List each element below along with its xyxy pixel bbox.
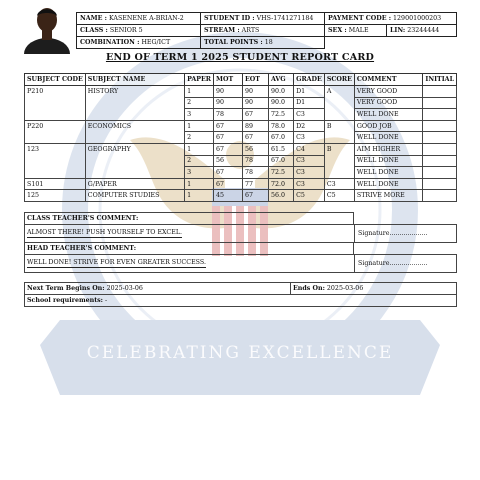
- score: C3: [324, 178, 354, 190]
- subject-name: COMPUTER STUDIES: [85, 190, 184, 202]
- points-cell: TOTAL POINTS : 18: [201, 37, 325, 49]
- comment: WELL DONE: [354, 178, 423, 190]
- eot: 56: [242, 143, 268, 155]
- motto-text: CELEBRATING EXCELLENCE: [86, 343, 394, 363]
- grades-header-row: [25, 74, 457, 86]
- initial: [423, 120, 457, 132]
- subject-code: 125: [25, 190, 86, 202]
- paper: 2: [185, 155, 214, 167]
- header-avg: AVG: [268, 74, 293, 86]
- score: A: [324, 86, 354, 121]
- class-teacher-heading: CLASS TEACHER'S COMMENT:: [24, 212, 354, 224]
- header-subject-code: SUBJECT CODE: [25, 74, 86, 86]
- student-photo: [24, 2, 70, 54]
- grade: D1: [294, 86, 325, 98]
- lin-cell: LIN: 23244444: [387, 25, 457, 37]
- header-comment: COMMENT: [354, 74, 423, 86]
- initial: [423, 167, 457, 179]
- initial: [423, 97, 457, 109]
- mot: 90: [214, 97, 243, 109]
- avg: 72.5: [268, 167, 293, 179]
- comment: STRIVE MORE: [354, 190, 423, 202]
- score: C5: [324, 190, 354, 202]
- avg: 67.0: [268, 155, 293, 167]
- student-info-table: [76, 12, 457, 49]
- header-score: SCORE: [324, 74, 354, 86]
- student-combination: HEG/ICT: [141, 39, 171, 46]
- combination-cell: COMBINATION : HEG/ICT: [77, 37, 201, 49]
- subject-name: G/PAPER: [85, 178, 184, 190]
- id-cell: STUDENT ID : VHS-1741271184: [201, 13, 325, 25]
- payment-code: 129001000203: [393, 15, 442, 22]
- mot: 67: [214, 178, 243, 190]
- subject-name: GEOGRAPHY: [85, 143, 184, 178]
- eot: 89: [242, 120, 268, 132]
- header-eot: EOT: [242, 74, 268, 86]
- grade: C4: [294, 143, 325, 155]
- table-row: [25, 143, 457, 155]
- avg: 90.0: [268, 86, 293, 98]
- head-teacher-comment-section: [24, 242, 457, 273]
- avg: 56.0: [268, 190, 293, 202]
- student-sex: MALE: [348, 27, 369, 34]
- class-teacher-comment-section: [24, 212, 457, 243]
- paper: 1: [185, 86, 214, 98]
- class-teacher-signature: Signature...................: [358, 230, 428, 237]
- paper: 1: [185, 120, 214, 132]
- grade: C3: [294, 155, 325, 167]
- subject-code: S101: [25, 178, 86, 190]
- paper: 1: [185, 178, 214, 190]
- class-cell: CLASS : SENIOR 5: [77, 25, 201, 37]
- subject-name: HISTORY: [85, 86, 184, 121]
- head-teacher-signature: Signature...................: [358, 260, 428, 267]
- grades-table: [24, 73, 457, 202]
- initial: [423, 190, 457, 202]
- eot: 67: [242, 190, 268, 202]
- comment: WELL DONE: [354, 155, 423, 167]
- eot: 78: [242, 155, 268, 167]
- payment-cell: PAYMENT CODE : 129001000203: [325, 13, 457, 25]
- comment: VERY GOOD: [354, 97, 423, 109]
- eot: 78: [242, 167, 268, 179]
- head-teacher-heading: HEAD TEACHER'S COMMENT:: [24, 242, 354, 254]
- header-mot: MOT: [214, 74, 243, 86]
- eot: 67: [242, 109, 268, 121]
- grade: D2: [294, 120, 325, 132]
- student-class: SENIOR 5: [109, 27, 143, 34]
- class-teacher-comment: ALMOST THERE! PUSH YOURSELF TO EXCEL.: [27, 229, 183, 236]
- paper: 3: [185, 109, 214, 121]
- paper: 1: [185, 190, 214, 202]
- mot: 45: [214, 190, 243, 202]
- report-title: END OF TERM 1 2025 STUDENT REPORT CARD: [105, 52, 375, 63]
- eot: 90: [242, 97, 268, 109]
- mot: 67: [214, 167, 243, 179]
- paper: 3: [185, 167, 214, 179]
- paper: 1: [185, 143, 214, 155]
- mot: 78: [214, 109, 243, 121]
- avg: 78.0: [268, 120, 293, 132]
- subject-code: 123: [25, 143, 86, 178]
- student-name: KASENENE A-BRIAN-2: [108, 15, 184, 22]
- paper: 2: [185, 97, 214, 109]
- header-paper: PAPER: [185, 74, 214, 86]
- comment: WELL DONE: [354, 167, 423, 179]
- student-stream: ARTS: [241, 27, 260, 34]
- grade: C3: [294, 167, 325, 179]
- avg: 72.5: [268, 109, 293, 121]
- sex-cell: SEX : MALE: [325, 25, 387, 37]
- avg: 61.5: [268, 143, 293, 155]
- next-term-cell: Next Term Begins On: 2025-03-06: [25, 283, 291, 295]
- grade: C3: [294, 132, 325, 144]
- mot: 90: [214, 86, 243, 98]
- initial: [423, 155, 457, 167]
- table-row: [25, 86, 457, 98]
- next-term-date: 2025-03-06: [106, 285, 143, 292]
- avg: 67.0: [268, 132, 293, 144]
- subject-name: ECONOMICS: [85, 120, 184, 143]
- initial: [423, 109, 457, 121]
- paper: 2: [185, 132, 214, 144]
- total-points: 18: [264, 39, 273, 46]
- eot: 77: [242, 178, 268, 190]
- eot: 90: [242, 86, 268, 98]
- school-requirements: -: [105, 297, 108, 304]
- table-row: [25, 120, 457, 132]
- avg: 72.0: [268, 178, 293, 190]
- grade: C3: [294, 178, 325, 190]
- grade: C5: [294, 190, 325, 202]
- grade: D1: [294, 97, 325, 109]
- comment: WELL DONE: [354, 132, 423, 144]
- name-cell: NAME : KASENENE A-BRIAN-2: [77, 13, 201, 25]
- subject-code: P220: [25, 120, 86, 143]
- table-row: [25, 190, 457, 202]
- comment: VERY GOOD: [354, 86, 423, 98]
- stream-cell: STREAM : ARTS: [201, 25, 325, 37]
- mot: 67: [214, 120, 243, 132]
- ends-on-date: 2025-03-06: [326, 285, 364, 292]
- table-row: [25, 178, 457, 190]
- mot: 67: [214, 143, 243, 155]
- comment: AIM HIGHER: [354, 143, 423, 155]
- mot: 67: [214, 132, 243, 144]
- subject-code: P210: [25, 86, 86, 121]
- initial: [423, 132, 457, 144]
- score: B: [324, 143, 354, 178]
- initial: [423, 143, 457, 155]
- school-requirements-cell: School requirements: -: [25, 295, 457, 307]
- initial: [423, 178, 457, 190]
- score: B: [324, 120, 354, 143]
- term-dates-table: [24, 282, 457, 307]
- header-grade: GRADE: [294, 74, 325, 86]
- comment: WELL DONE: [354, 109, 423, 121]
- ends-on-cell: Ends On: 2025-03-06: [291, 283, 457, 295]
- header-subject-name: SUBJECT NAME: [85, 74, 184, 86]
- avg: 90.0: [268, 97, 293, 109]
- head-teacher-comment: WELL DONE! STRIVE FOR EVEN GREATER SUCCESS.: [27, 259, 206, 266]
- initial: [423, 86, 457, 98]
- comment: GOOD JOB: [354, 120, 423, 132]
- eot: 67: [242, 132, 268, 144]
- header-initial: INITIAL: [423, 74, 457, 86]
- student-id: VHS-1741271184: [256, 15, 314, 22]
- mot: 56: [214, 155, 243, 167]
- student-lin: 23244444: [407, 27, 440, 34]
- grade: C3: [294, 109, 325, 121]
